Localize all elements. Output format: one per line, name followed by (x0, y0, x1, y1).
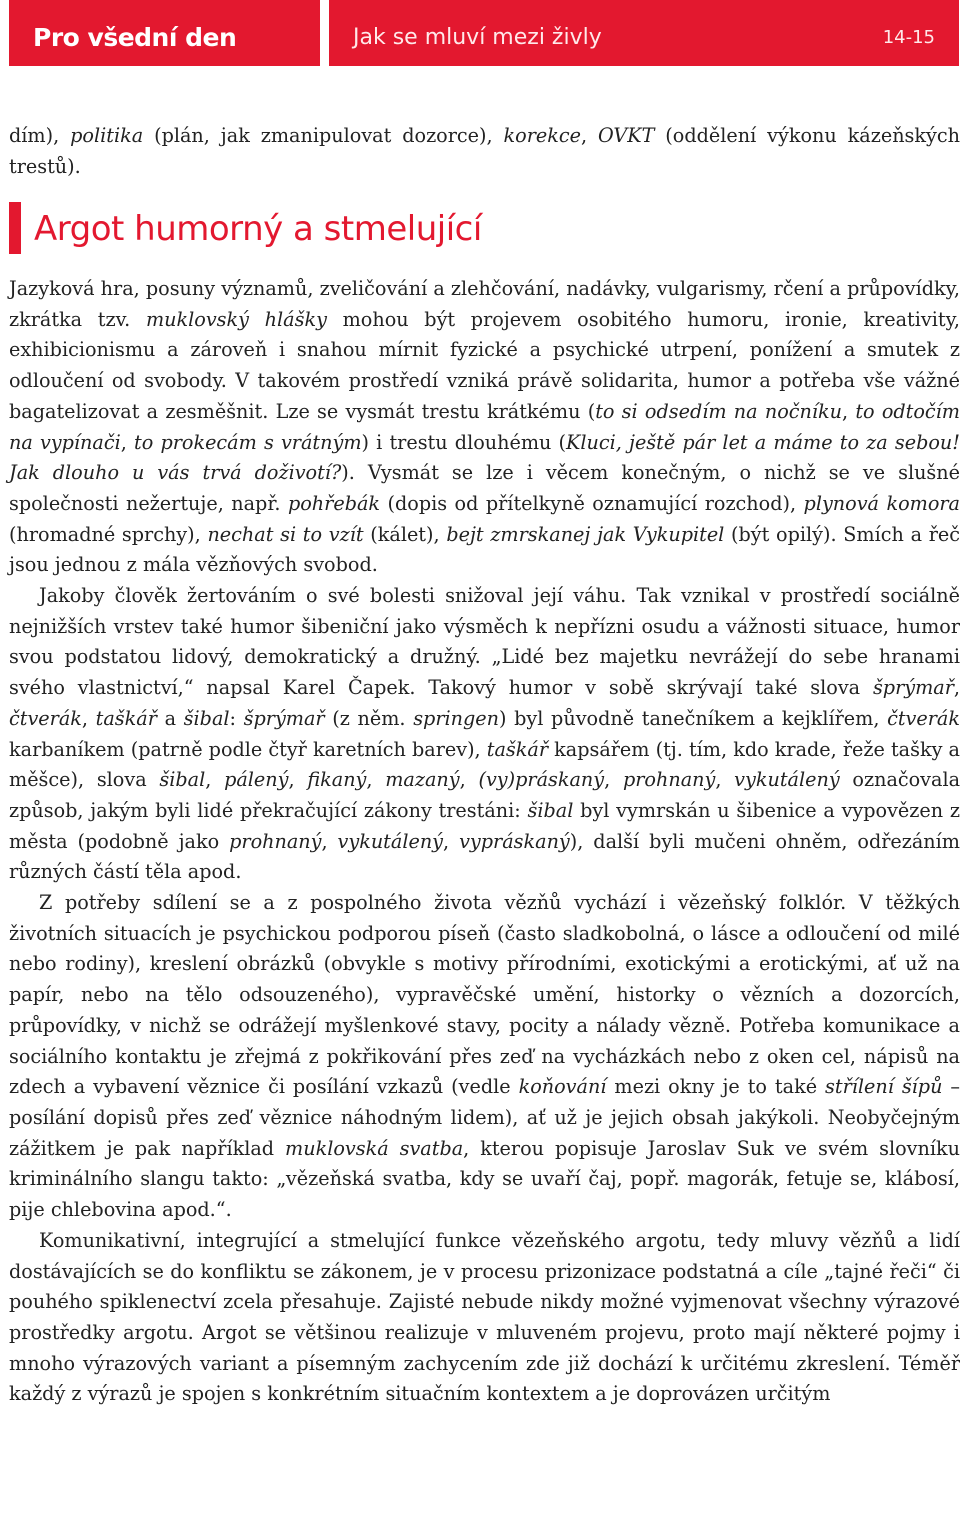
text-run: (hromadné sprchy), (9, 522, 208, 546)
argot-term: taškář (95, 706, 157, 730)
argot-term: OVKT (597, 124, 655, 147)
text-run: , (366, 768, 386, 792)
text-run: , (205, 768, 225, 792)
text-run: , (580, 124, 598, 147)
argot-term: šibal (159, 768, 206, 792)
text-run: ), další byli mučeni ohněm, odřezáním různých částí těla apod. (9, 829, 960, 884)
argot-term: pohřebák (287, 491, 381, 515)
argot-term: Kluci, ještě pár let a máme to za sebou! Jak dlouho u vás trvá doživotí? (9, 430, 960, 485)
main-text (9, 274, 960, 1410)
argot-term: to odtočím na vypínači (9, 399, 960, 454)
text-run: , (604, 768, 623, 792)
argot-term: muklovská svatba (285, 1136, 464, 1160)
text-run: , (443, 829, 460, 853)
text-run: a (156, 706, 184, 730)
argot-term: čtverák (9, 706, 82, 730)
chapter-header-bar (329, 0, 959, 66)
intro-paragraph (9, 121, 960, 182)
text-run: , (715, 768, 735, 792)
argot-term: muklovský hlášky (145, 307, 327, 331)
argot-term: politika (70, 124, 144, 147)
text-run: , (81, 706, 96, 730)
argot-term: pálený (224, 768, 289, 792)
paragraph (9, 888, 960, 1226)
argot-term: vykutálený (337, 829, 444, 853)
argot-term: šibal (527, 798, 574, 822)
argot-term: vypráskaný (459, 829, 570, 853)
paragraph (9, 121, 960, 182)
argot-term: prohnaný (229, 829, 322, 853)
text-run: (kálet), (363, 522, 447, 546)
argot-term: prohnaný (622, 768, 716, 792)
text-run: Z potřeby sdílení se a z pospolného života vězňů vychází i vězeňský folklór. V těžkých životních situacích je psychickou podporou píseň (často sladkobolná, o lásce a odloučení od milé nebo rodiny), kreslení obrázků (obvykle s motivy přírodními, exotickými a erotickými, ať už na papír, nebo na tělo odsouzeného), vypravěčské umění, historky o vězních a dozorcích, průpovídky, v nichž se odrážejí myšlenkové stavy, pocity a nálady vězně. Potřeba komunikace a sociálního kontaktu je zřejmá z pokřikování přes zeď na vycházkách nebo z oken cel, nápisů na zdech a vybavení věznice či posílání vzkazů (vedle (9, 891, 960, 1099)
paragraph (9, 274, 960, 581)
text-run: , kterou popisuje Jaroslav Suk ve svém slovníku kriminálního slangu takto: „vězeňská svatba, kdy se uvaří čaj, popř. magorák, fetuje se, klábosí, pije chlebovina apod.“. (9, 1136, 960, 1222)
text-run: : (229, 706, 244, 730)
section-label: Pro všední den (33, 22, 237, 52)
text-run: označovala způsob, jakým byli lidé překračující zákony trestáni: (9, 768, 960, 822)
text-run: (dopis od přítelkyně oznamující rozchod), (380, 491, 804, 515)
argot-term: čtverák (887, 706, 960, 730)
argot-term: fikaný (307, 768, 367, 792)
argot-term: koňování (518, 1075, 607, 1099)
text-run: (být opilý). Smích a řeč jsou jednou z mála vězňových svobod. (9, 522, 960, 577)
argot-term: to prokecám s vrátným (134, 430, 362, 454)
argot-term: šprýmař (872, 676, 954, 700)
section-heading (9, 202, 482, 254)
text-run: (z něm. (324, 706, 414, 730)
text-run: Komunikativní, integrující a stmelující funkce vězeňského argotu, tedy mluvy vězňů a lidí dostávajících se do konfliktu se zákonem, je v procesu prizonizace podstatná a cíle „tajné řeči“ či pouhého spiklenectví zcela přesahuje. Zajisté nebude nikdy možné vyjmenovat všechny výrazové prostředky argotu. Argot se většinou realizuje v mluveném projevu, proto mají některé pojmy i mnoho výrazových variant a písemným zachycením zde již dochází k určitému zkreslení. Téměř každý z výrazů je spojen s konkrétním situačním kontextem a je doprovázen určitým (9, 1228, 960, 1406)
paragraph (9, 581, 960, 888)
heading-title: Argot humorný a stmelující (34, 209, 482, 249)
text-run: , (841, 399, 856, 423)
section-header-tab (9, 0, 320, 66)
argot-term: šibal (183, 706, 230, 730)
text-run: ). Vysmát se lze i věcem konečným, o nichž se ve slušné společnosti nežertuje, např. (9, 461, 960, 515)
argot-term: taškář (486, 737, 549, 761)
argot-term: springen (413, 706, 499, 730)
argot-term: šprýmař (243, 706, 325, 730)
text-run: mezi okny je to také (606, 1075, 826, 1099)
text-run: dím), (9, 124, 71, 147)
text-run: , (120, 430, 135, 454)
argot-term: vykutálený (734, 768, 840, 792)
text-run: , (459, 768, 479, 792)
text-run: – posílání dopisů přes zeď věznice náhodným lidem), ať už je jejich obsah jakýkoli. Neobyčejným zážitkem je pak například (9, 1075, 960, 1160)
argot-term: korekce (503, 124, 581, 147)
argot-term: to si odsedím na nočníku (595, 399, 842, 423)
argot-term: střílení šípů (825, 1075, 943, 1099)
text-run: mohou být projevem osobitého humoru, ironie, kreativity, exhibicionismu a zároveň i snahou mírnit fyzické a psychické utrpení, ponížení a smutek z odloučení od svobody. V takovém prostředí vzniká právě solidarita, humor a potřeba vše vážné bagatelizovat a zesměšnit. Lze se vysmát trestu krátkému ( (9, 307, 960, 423)
text-run: , (321, 829, 338, 853)
text-run: byl vymrskán u šibenice a vypovězen z města (podobně jako (9, 798, 960, 853)
text-run: ) byl původně tanečníkem a kejklířem, (498, 706, 888, 730)
paragraph (9, 1226, 960, 1410)
page-numbers: 14-15 (882, 26, 935, 48)
text-run: ) i trestu dlouhému ( (361, 430, 567, 454)
heading-accent-bar (9, 202, 21, 254)
text-run: karbaníkem (patrně podle čtyř karetních barev), (9, 737, 487, 761)
text-run: , (288, 768, 308, 792)
text-run: kapsářem (tj. tím, kdo krade, řeže tašky a měšce), slova (9, 737, 960, 792)
argot-term: bejt zmrskanej jak Vykupitel (446, 522, 725, 546)
text-run: (plán, jak zmanipulovat dozorce), (143, 124, 504, 147)
text-run: Jakoby člověk žertováním o své bolesti snižoval její váhu. Tak vznikal v prostředí sociálně nejnižších vrstev také humor šibeniční jako výsměch k nepřízni osudu a vážnosti situace, humor svou podstatou lidový, demokratický a družný. „Lidé bez majetku nevrážejí do sebe hranami svého vlastnictví,“ napsal Karel Čapek. Takový humor v sobě skrývají také slova (9, 584, 960, 700)
argot-term: (vy)práskaný (478, 768, 605, 792)
text-run: (oddělení výkonu kázeňských trestů). (9, 124, 960, 178)
argot-term: plynová komora (803, 491, 960, 515)
chapter-title: Jak se mluví mezi živly (353, 24, 602, 50)
text-run: , (953, 676, 960, 700)
argot-term: nechat si to vzít (207, 522, 364, 546)
text-run: Jazyková hra, posuny významů, zveličování a zlehčování, nadávky, vulgarismy, rčení a průpovídky, zkrátka tzv. (9, 277, 960, 331)
argot-term: mazaný (385, 768, 460, 792)
